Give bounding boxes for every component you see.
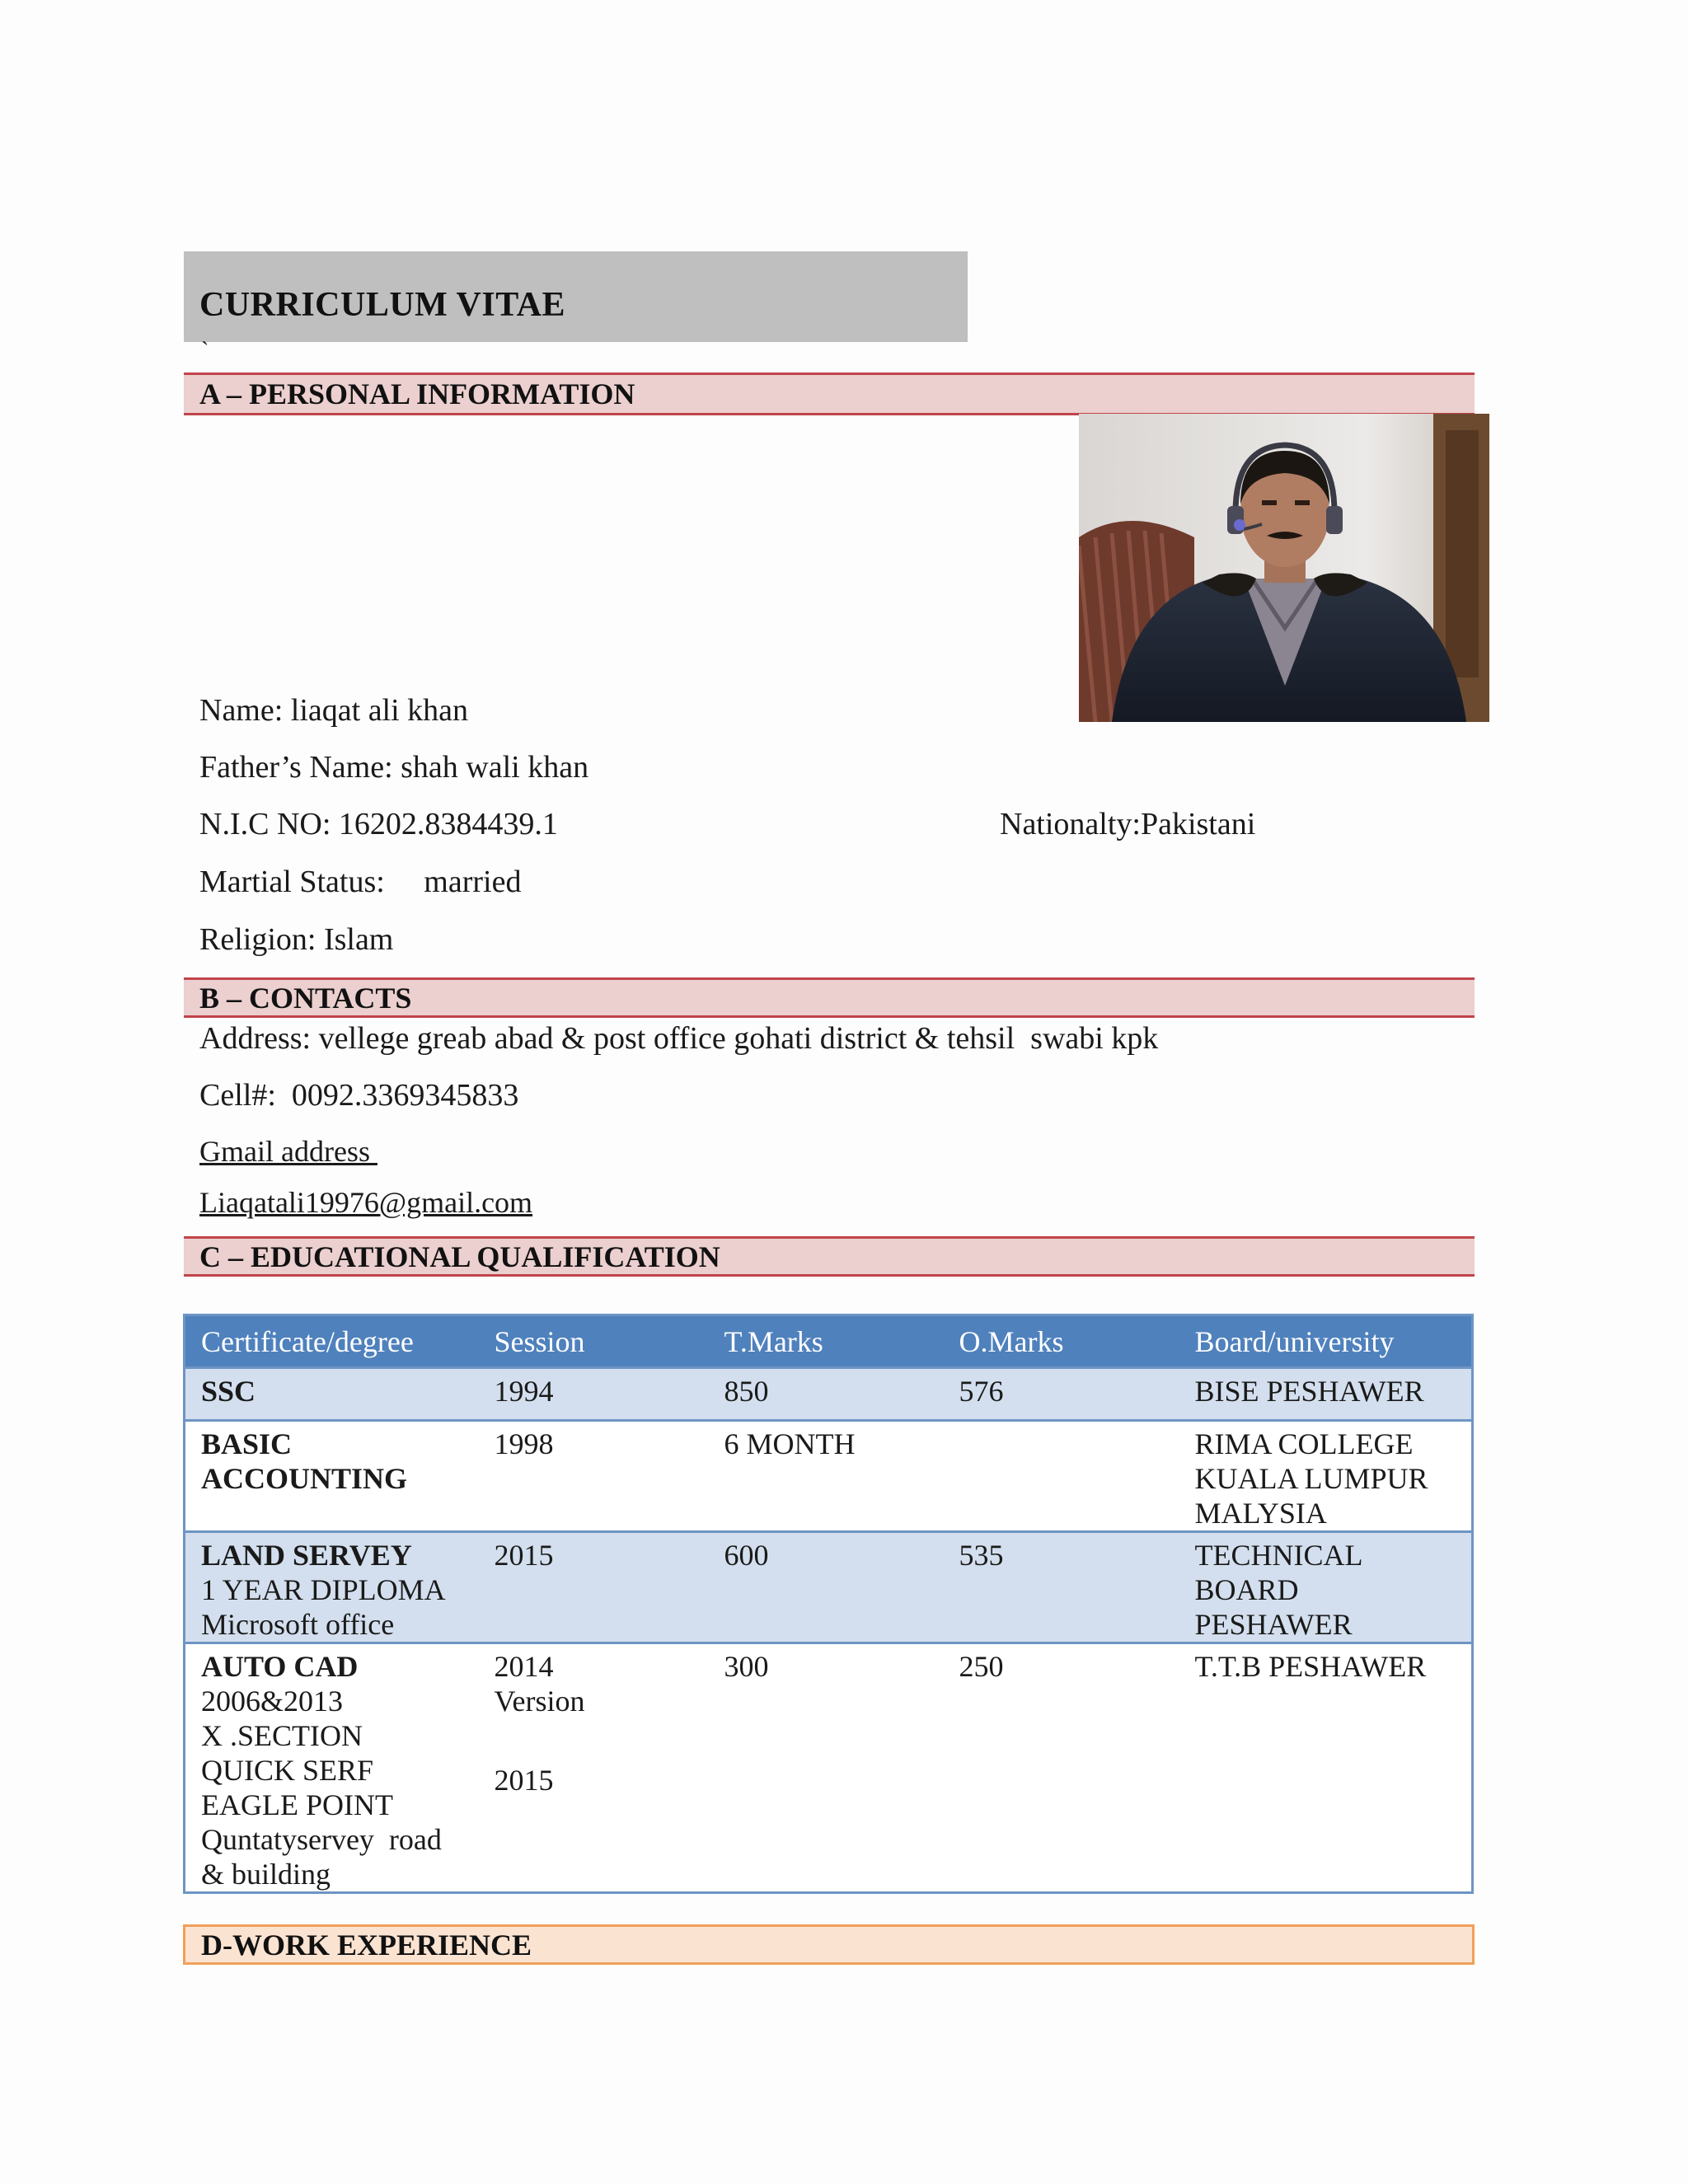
board-value: RIMA COLLEGE bbox=[1194, 1427, 1414, 1460]
board-value: BOARD bbox=[1194, 1573, 1299, 1606]
board-value: BISE PESHAWER bbox=[1194, 1375, 1424, 1408]
omarks-value: 535 bbox=[959, 1539, 1004, 1572]
address-line: Address: vellege greab abad & post office gohati district & tehsil swabi kpk bbox=[199, 1021, 1159, 1056]
board-value: KUALA LUMPUR bbox=[1194, 1462, 1428, 1495]
tmarks-value: 850 bbox=[724, 1375, 769, 1408]
degree-detail: 1 YEAR DIPLOMA bbox=[201, 1573, 446, 1606]
session-value: 1994 bbox=[494, 1375, 554, 1408]
session-value: 1998 bbox=[494, 1427, 554, 1460]
profile-photo bbox=[1079, 414, 1489, 722]
board-value: T.T.B PESHAWER bbox=[1194, 1650, 1427, 1683]
degree-name: BASIC ACCOUNTING bbox=[201, 1427, 408, 1495]
tmarks-value: 600 bbox=[724, 1539, 769, 1572]
education-header-row bbox=[185, 1315, 1473, 1368]
omarks-value bbox=[944, 1421, 1179, 1532]
header-board: Board/university bbox=[1194, 1324, 1395, 1358]
board-value: PESHAWER bbox=[1194, 1608, 1353, 1641]
section-education-header bbox=[184, 1236, 1475, 1277]
header-omarks: O.Marks bbox=[959, 1324, 1064, 1358]
session-value: 2014 bbox=[494, 1650, 554, 1683]
session-value: 2015 bbox=[494, 1539, 554, 1572]
header-session: Session bbox=[494, 1324, 585, 1358]
stray-mark: ` bbox=[201, 338, 209, 363]
profile-photo-image bbox=[1079, 414, 1489, 722]
section-personal-label: A – PERSONAL INFORMATION bbox=[199, 377, 635, 410]
section-contacts-header bbox=[184, 977, 1475, 1018]
degree-name: LAND SERVEY bbox=[201, 1539, 412, 1572]
father-name-line: Father’s Name: shah wali khan bbox=[199, 750, 589, 785]
header-certificate: Certificate/degree bbox=[201, 1324, 414, 1358]
degree-detail: Quntatyservey road bbox=[201, 1823, 442, 1856]
nationality-line: Nationalty:Pakistani bbox=[1000, 807, 1256, 841]
page-title: CURRICULUM VITAE bbox=[199, 286, 565, 324]
nic-line: N.I.C NO: 16202.8384439.1 bbox=[199, 807, 558, 841]
gmail-label-link[interactable]: Gmail address bbox=[199, 1135, 377, 1168]
table-row bbox=[185, 1643, 1473, 1893]
section-work-header bbox=[183, 1924, 1475, 1965]
degree-detail: 2006&2013 bbox=[201, 1685, 344, 1718]
table-row bbox=[185, 1421, 1473, 1532]
name-line: Name: liaqat ali khan bbox=[199, 693, 469, 728]
degree-detail: & building bbox=[201, 1858, 331, 1891]
session-value: 2015 bbox=[494, 1764, 554, 1797]
degree-detail: Microsoft office bbox=[201, 1608, 395, 1641]
omarks-value: 250 bbox=[959, 1650, 1004, 1683]
session-spacer bbox=[495, 1753, 709, 1763]
marital-status-line: Martial Status: married bbox=[199, 865, 522, 899]
section-education-label: C – EDUCATIONAL QUALIFICATION bbox=[199, 1240, 720, 1273]
section-contacts-label: B – CONTACTS bbox=[199, 981, 412, 1015]
degree-name: AUTO CAD bbox=[201, 1650, 359, 1683]
degree-detail: X .SECTION bbox=[201, 1719, 363, 1752]
header-tmarks: T.Marks bbox=[724, 1324, 823, 1358]
degree-name: SSC bbox=[201, 1375, 256, 1408]
tmarks-value: 300 bbox=[724, 1650, 769, 1683]
education-table bbox=[183, 1314, 1474, 1894]
section-work-label: D-WORK EXPERIENCE bbox=[201, 1928, 532, 1961]
degree-detail: QUICK SERF bbox=[201, 1754, 374, 1787]
board-value: TECHNICAL bbox=[1194, 1539, 1363, 1572]
religion-line: Religion: Islam bbox=[199, 922, 394, 957]
table-row bbox=[185, 1532, 1473, 1643]
cell-line: Cell#: 0092.3369345833 bbox=[199, 1078, 519, 1113]
board-value: MALYSIA bbox=[1194, 1497, 1327, 1530]
table-row bbox=[185, 1368, 1473, 1421]
session-value: Version bbox=[494, 1685, 585, 1718]
tmarks-value: 6 MONTH bbox=[724, 1427, 856, 1460]
session-spacer bbox=[495, 1718, 709, 1753]
section-personal-header bbox=[184, 373, 1475, 415]
omarks-value: 576 bbox=[959, 1375, 1004, 1408]
email-link[interactable]: Liaqatali19976@gmail.com bbox=[199, 1186, 533, 1219]
degree-detail: EAGLE POINT bbox=[201, 1788, 393, 1821]
